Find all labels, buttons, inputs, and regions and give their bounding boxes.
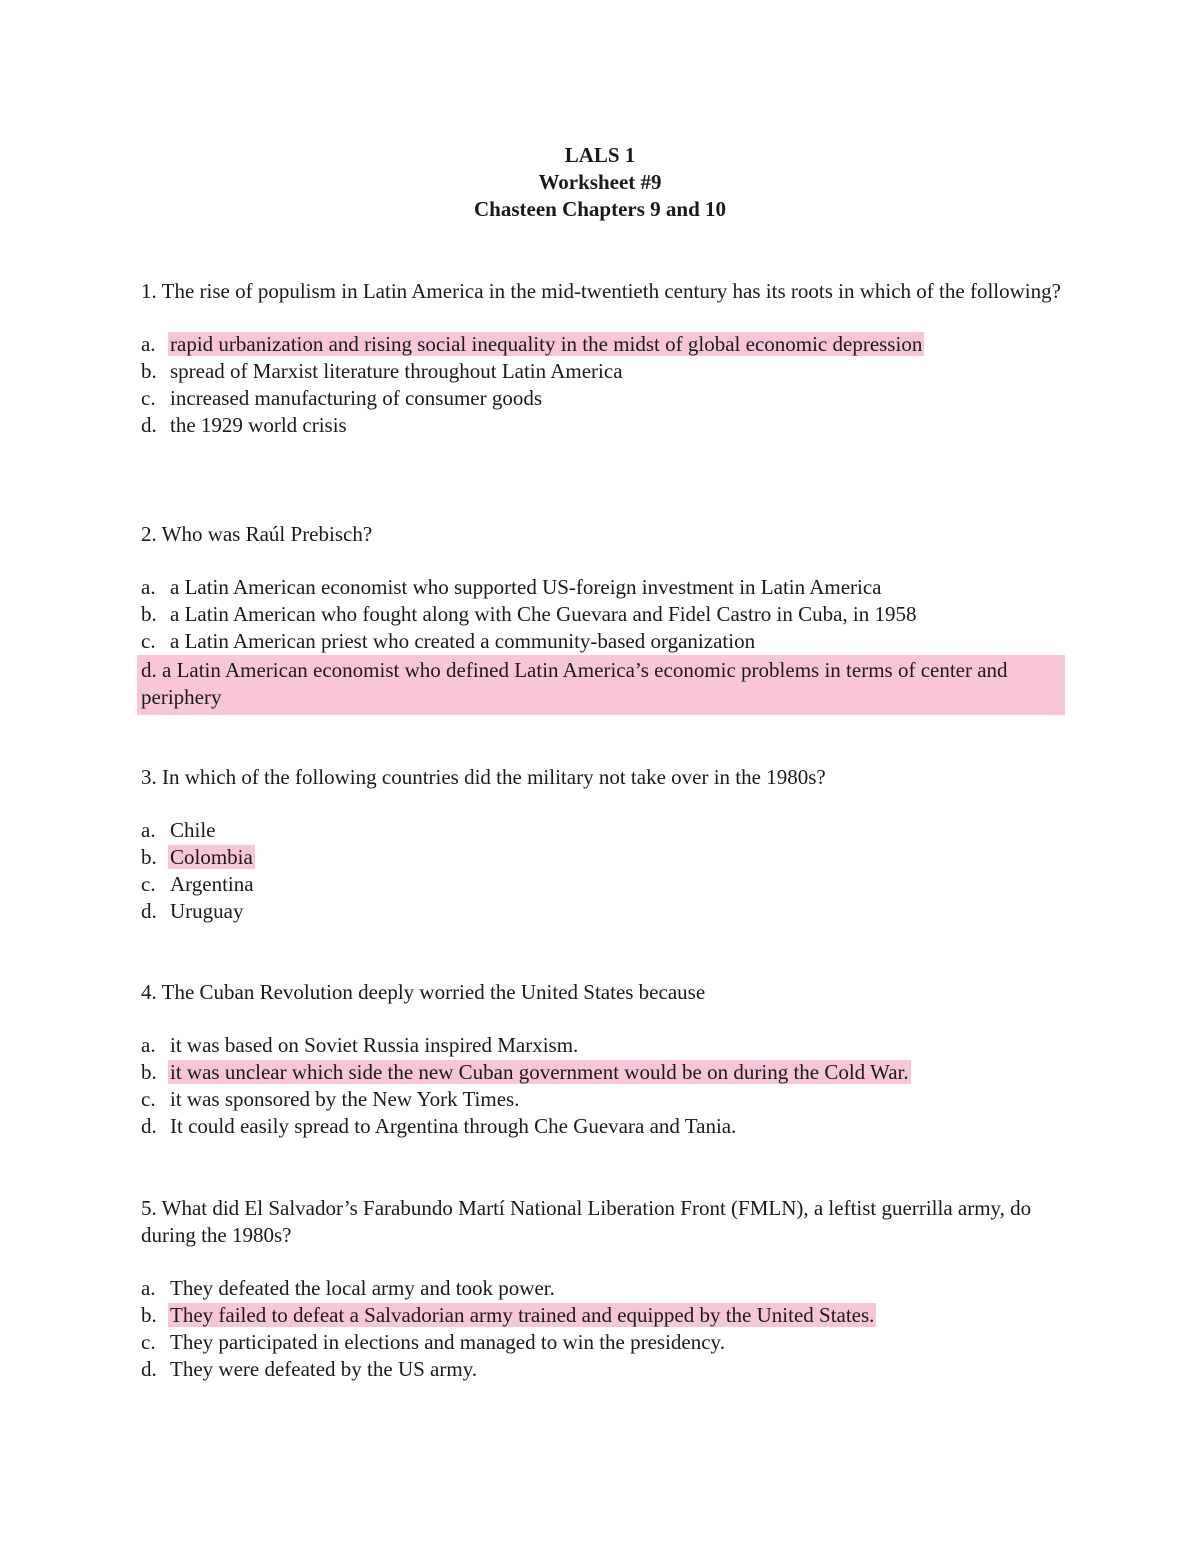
question-4 (141, 979, 1071, 1140)
option-letter: d. (141, 1357, 157, 1381)
option-letter: c. (141, 386, 156, 410)
worksheet-title: Worksheet #9 (538, 170, 662, 194)
option-letter: c. (141, 1330, 156, 1354)
option-letter: b. (141, 1060, 157, 1084)
option-letter: c. (141, 629, 156, 653)
option-a (141, 1275, 1071, 1302)
option-letter: a. (141, 1276, 156, 1300)
option-letter: b. (141, 359, 157, 383)
option-c (141, 1329, 1071, 1356)
option-text: They were defeated by the US army. (170, 1357, 478, 1381)
question-text: 1. The rise of populism in Latin America in the mid-twentieth century has its roots in which of the following? (141, 279, 1061, 303)
option-c (141, 871, 1071, 898)
option-b (141, 358, 1071, 385)
option-letter: d. (141, 1114, 157, 1138)
question-2 (141, 521, 1071, 715)
option-text: They participated in elections and managed to win the presidency. (170, 1330, 725, 1354)
options-list (141, 817, 1071, 925)
question-1 (141, 278, 1071, 439)
question-5 (141, 1195, 1071, 1383)
option-text: a Latin American who fought along with Che Guevara and Fidel Castro in Cuba, in 1958 (170, 602, 917, 626)
options-list (141, 574, 1071, 715)
question-text: 3. In which of the following countries did the military not take over in the 1980s? (141, 765, 826, 789)
option-a (141, 817, 1071, 844)
options-list (141, 1275, 1071, 1383)
option-d (141, 412, 1071, 439)
option-text: it was unclear which side the new Cuban government would be on during the Cold War. (170, 1060, 909, 1084)
option-d (141, 898, 1071, 925)
option-a (141, 1032, 1071, 1059)
options-list (141, 1032, 1071, 1140)
option-text: a Latin American priest who created a community-based organization (170, 629, 756, 653)
course-title: LALS 1 (564, 143, 636, 167)
option-c (141, 1086, 1071, 1113)
option-text: it was sponsored by the New York Times. (170, 1087, 520, 1111)
option-c (141, 628, 1071, 655)
chapters-subtitle: Chasteen Chapters 9 and 10 (473, 197, 727, 221)
question-text: 2. Who was Raúl Prebisch? (141, 522, 373, 546)
option-letter: a. (141, 332, 156, 356)
option-text: Chile (170, 818, 216, 842)
option-text: It could easily spread to Argentina through Che Guevara and Tania. (170, 1114, 737, 1138)
question-text: 5. What did El Salvador’s Farabundo Martí National Liberation Front (FMLN), a leftist guerrilla army, do during the 1980s? (141, 1196, 1032, 1247)
option-letter: b. (141, 1303, 157, 1327)
option-letter: b. (141, 845, 157, 869)
option-highlight-block (137, 655, 1065, 715)
option-letter: a. (141, 818, 156, 842)
option-text: Uruguay (170, 899, 244, 923)
option-letter: d. (141, 658, 157, 682)
option-b (141, 1059, 1071, 1086)
option-letter: d. (141, 413, 157, 437)
option-b (141, 1302, 1071, 1329)
option-text: They failed to defeat a Salvadorian army trained and equipped by the United States. (170, 1303, 875, 1327)
question-text: 4. The Cuban Revolution deeply worried the United States because (141, 980, 706, 1004)
option-text: it was based on Soviet Russia inspired Marxism. (170, 1033, 579, 1057)
worksheet-header (0, 142, 1200, 223)
option-d (141, 1356, 1071, 1383)
option-letter: c. (141, 1087, 156, 1111)
question-3 (141, 764, 1071, 925)
option-d (141, 1113, 1071, 1140)
option-a (141, 574, 1071, 601)
option-text: increased manufacturing of consumer goods (170, 386, 543, 410)
option-a (141, 331, 1071, 358)
option-b (141, 844, 1071, 871)
option-letter: d. (141, 899, 157, 923)
option-text: Argentina (170, 872, 254, 896)
option-text: Colombia (170, 845, 253, 869)
option-text: They defeated the local army and took power. (170, 1276, 555, 1300)
option-letter: a. (141, 1033, 156, 1057)
option-text: a Latin American economist who defined Latin America’s economic problems in terms of center and periphery (141, 658, 1008, 709)
option-d (141, 655, 1071, 715)
option-text: a Latin American economist who supported US-foreign investment in Latin America (170, 575, 882, 599)
option-text: rapid urbanization and rising social inequality in the midst of global economic depression (170, 332, 923, 356)
option-text: the 1929 world crisis (170, 413, 347, 437)
option-b (141, 601, 1071, 628)
options-list (141, 331, 1071, 439)
option-letter: a. (141, 575, 156, 599)
option-c (141, 385, 1071, 412)
option-letter: b. (141, 602, 157, 626)
option-text: spread of Marxist literature throughout Latin America (170, 359, 623, 383)
option-letter: c. (141, 872, 156, 896)
